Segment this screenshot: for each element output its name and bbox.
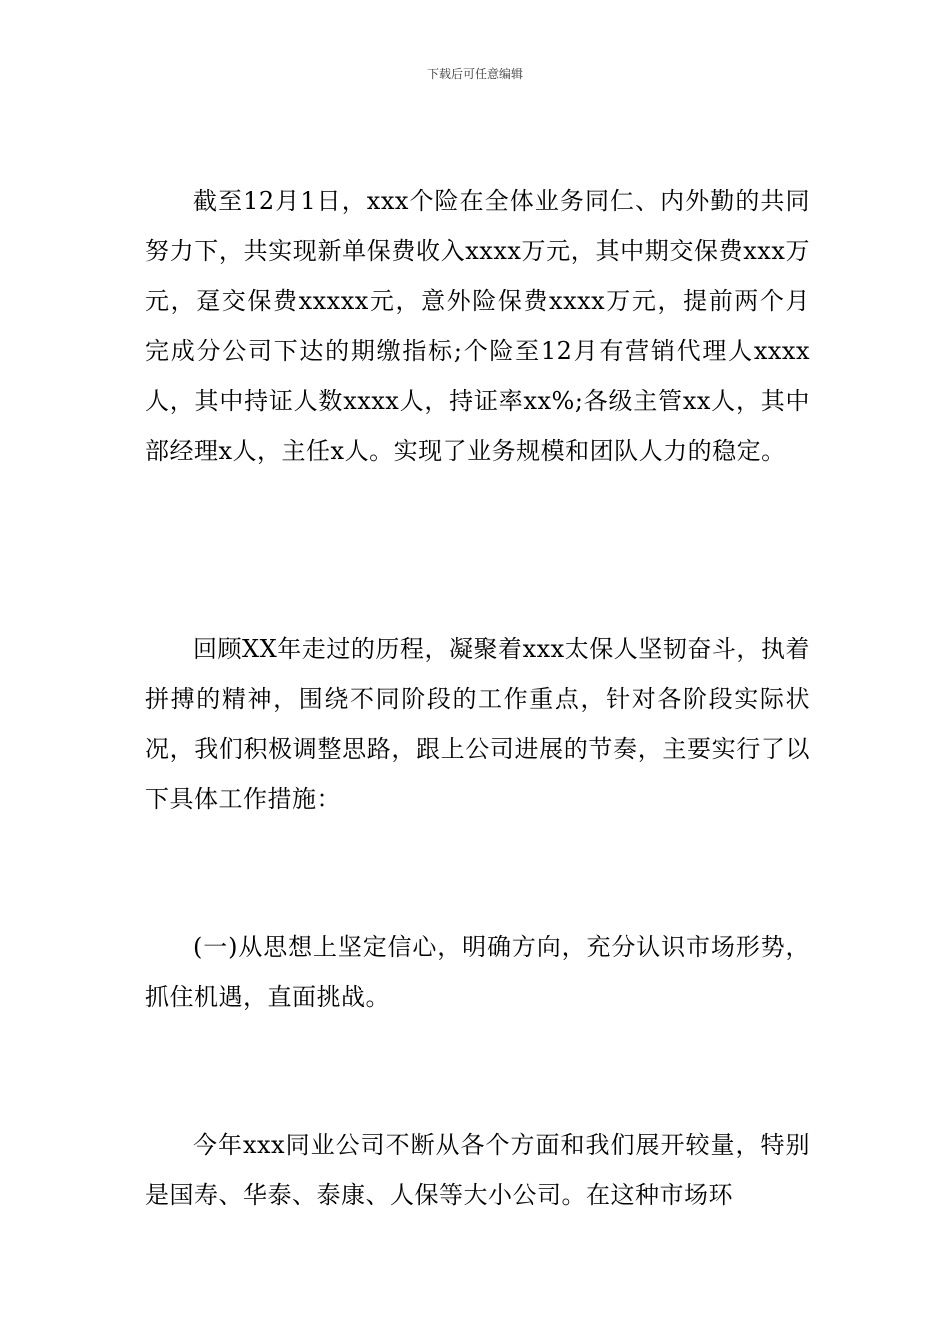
paragraph-review: 回顾XX年走过的历程，凝聚着xxx太保人坚韧奋斗，执着拼搏的精神，围绕不同阶段的工作重点，针对各阶段实际状况，我们积极调整思路，跟上公司进展的节奏，主要实行了以下具体工作措施： bbox=[145, 635, 810, 813]
paragraph-summary: 截至12月1日，xxx个险在全体业务同仁、内外勤的共同努力下，共实现新单保费收入xxxx万元，其中期交保费xxx万元，趸交保费xxxxx元，意外险保费xxxx万元，提前两个月完成分公司下达的期缴指标;个险至12月有营销代理人xxxx人，其中持证人数xxxx人，持证率xx%;各级主管xx人，其中部经理x人，主任x人。实现了业务规模和团队人力的稳定。 bbox=[145, 187, 810, 465]
paragraph-competition: 今年xxx同业公司不断从各个方面和我们展开较量，特别是国寿、华泰、泰康、人保等大小公司。在这种市场环 bbox=[145, 1131, 810, 1209]
paragraph-section-heading: (一)从思想上坚定信心，明确方向，充分认识市场形势，抓住机遇，直面挑战。 bbox=[145, 933, 810, 1011]
header-note: 下载后可任意编辑 bbox=[426, 67, 523, 81]
